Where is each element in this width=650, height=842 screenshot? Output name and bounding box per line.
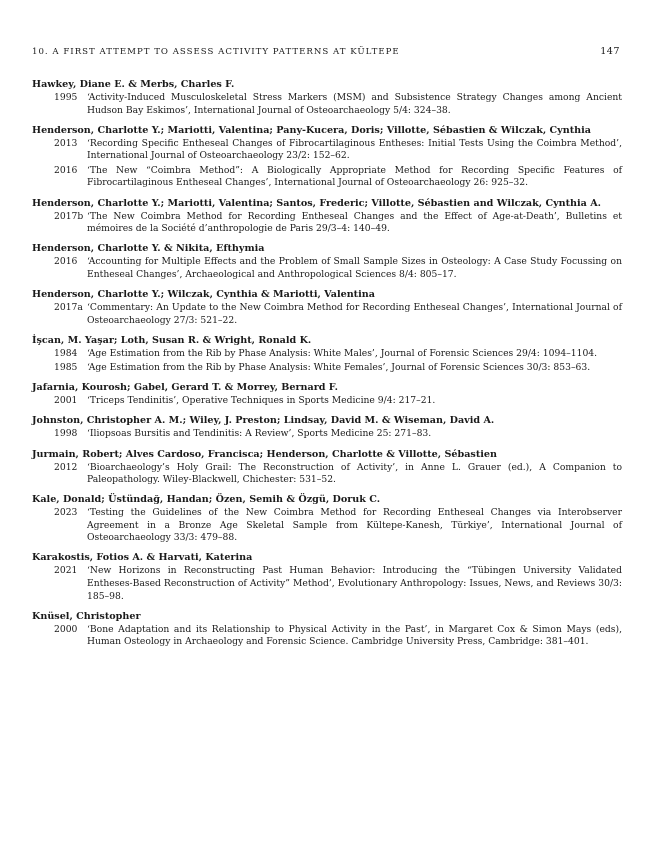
reference-item xyxy=(32,462,622,487)
reference-text: ‘New Horizons in Reconstructing Past Human Behavior: Introducing the “Tübingen University Validated Entheses-Based Reconstruction of Activity” Method’, Evolutionary Anthropology: Issues, News, and Reviews 30/3: 185–98. xyxy=(87,565,622,602)
reference-list xyxy=(32,78,622,655)
reference-entry xyxy=(32,610,622,649)
reference-item xyxy=(32,211,622,236)
reference-author: Kale, Donald; Üstündağ, Handan; Özen, Semih & Özgü, Doruk C. xyxy=(32,494,381,506)
reference-item xyxy=(32,362,622,375)
reference-year: 2017b xyxy=(54,210,84,222)
reference-text: ‘Iliopsoas Bursitis and Tendinitis: A Review’, Sports Medicine 25: 271–83. xyxy=(87,428,432,440)
reference-year: 2021 xyxy=(54,565,78,577)
reference-entry xyxy=(32,288,622,327)
reference-item xyxy=(32,302,622,327)
reference-author: Jurmain, Robert; Alves Cardoso, Francisca; Henderson, Charlotte & Villotte, Sébastien xyxy=(32,448,497,460)
reference-text: ‘Age Estimation from the Rib by Phase Analysis: White Males’, Journal of Forensic Sciences 29/4: 1094–1104. xyxy=(87,347,598,359)
reference-author: Hawkey, Diane E. & Merbs, Charles F. xyxy=(32,79,235,90)
reference-text: ‘The New Coimbra Method for Recording Entheseal Changes and the Effect of Age-at-Death’, Bulletins et mémoires de la Société d’anthropologie de Paris 29/3–4: 140–49. xyxy=(87,210,622,235)
reference-text: ‘Activity-Induced Musculoskeletal Stress Markers (MSM) and Subsistence Strategy Changes among Ancient Hudson Bay Eskimos’, International Journal of Osteoarchaeology 5/4: 324–38. xyxy=(87,92,622,116)
reference-author: İşcan, M. Yaşar; Loth, Susan R. & Wright, Ronald K. xyxy=(32,334,312,346)
reference-author: Henderson, Charlotte Y.; Mariotti, Valentina; Pany-Kucera, Doris; Villotte, Sébastien & Wilczak, Cynthia xyxy=(32,124,591,136)
reference-year: 2001 xyxy=(54,395,78,407)
reference-item xyxy=(32,92,622,117)
reference-author: Karakostis, Fotios A. & Harvati, Katerina xyxy=(32,552,253,564)
reference-entry xyxy=(32,493,622,545)
reference-year: 2013 xyxy=(54,137,78,149)
reference-text: ‘Age Estimation from the Rib by Phase Analysis: White Females’, Journal of Forensic Sciences 30/3: 853–63. xyxy=(87,362,591,374)
page-number: 147 xyxy=(600,46,620,57)
reference-text: ‘Bioarchaeology’s Holy Grail: The Reconstruction of Activity’, in Anne L. Grauer (ed.), A Companion to Paleopathology. Wiley-Blackwell, Chichester: 531–52. xyxy=(87,461,622,486)
reference-author: Jafarnia, Kourosh; Gabel, Gerard T. & Morrey, Bernard F. xyxy=(32,382,338,394)
reference-item xyxy=(32,428,622,441)
reference-item xyxy=(32,138,622,163)
running-title: 10. A FIRST ATTEMPT TO ASSESS ACTIVITY PATTERNS AT KÜLTEPE xyxy=(32,47,400,57)
reference-entry xyxy=(32,334,622,375)
reference-item xyxy=(32,624,622,649)
reference-entry xyxy=(32,197,622,236)
reference-year: 2000 xyxy=(54,623,78,635)
reference-item xyxy=(32,165,622,190)
reference-item xyxy=(32,507,622,545)
reference-author: Henderson, Charlotte Y. & Nikita, Efthymia xyxy=(32,243,265,255)
reference-text: ‘Recording Specific Entheseal Changes of Fibrocartilaginous Entheses: Initial Tests Using the Coimbra Method’, International Journal of Osteoarchaeology 23/2: 152–62. xyxy=(87,137,622,162)
reference-item xyxy=(32,565,622,603)
reference-item xyxy=(32,348,622,361)
reference-text: ‘Commentary: An Update to the New Coimbra Method for Recording Entheseal Changes’, International Journal of Osteoarchaeology 27/3: 521–22. xyxy=(87,301,622,326)
reference-entry xyxy=(32,124,622,190)
reference-author: Henderson, Charlotte Y.; Wilczak, Cynthia & Mariotti, Valentina xyxy=(32,288,375,300)
reference-author: Knüsel, Christopher xyxy=(32,610,141,622)
reference-text: ‘Bone Adaptation and its Relationship to Physical Activity in the Past’, in Margaret Cox & Simon Mays (eds), Human Osteology in Archaeology and Forensic Science. Cambridge University Press, Cambridge: 381–401. xyxy=(87,623,622,648)
reference-entry xyxy=(32,381,622,408)
reference-year: 2012 xyxy=(54,461,78,473)
reference-year: 1984 xyxy=(54,347,78,359)
reference-entry xyxy=(32,78,622,117)
reference-entry xyxy=(32,448,622,487)
reference-year: 1995 xyxy=(54,92,78,103)
reference-year: 2017a xyxy=(54,301,83,313)
running-head xyxy=(32,45,620,59)
reference-author: Johnston, Christopher A. M.; Wiley, J. Preston; Lindsay, David M. & Wiseman, David A. xyxy=(32,415,495,427)
reference-item xyxy=(32,395,622,408)
reference-text: ‘The New “Coimbra Method”: A Biologically Appropriate Method for Recording Specific Features of Fibrocartilaginous Entheseal Changes’, International Journal of Osteoarchaeology 26: 925–32. xyxy=(87,164,622,189)
reference-year: 1998 xyxy=(54,428,78,440)
reference-text: ‘Accounting for Multiple Effects and the Problem of Small Sample Sizes in Osteology: A Case Study Focussing on Entheseal Changes’, Archaeological and Anthropological Sciences 8/4: 805–17. xyxy=(87,256,622,280)
reference-item xyxy=(32,256,622,281)
reference-entry xyxy=(32,414,622,441)
reference-year: 2016 xyxy=(54,164,78,176)
reference-text: ‘Triceps Tendinitis’, Operative Techniques in Sports Medicine 9/4: 217–21. xyxy=(87,395,436,407)
reference-author: Henderson, Charlotte Y.; Mariotti, Valentina; Santos, Frederic; Villotte, Sébastien and Wilczak, Cynthia A. xyxy=(32,197,602,209)
reference-entry xyxy=(32,551,622,603)
reference-text: ‘Testing the Guidelines of the New Coimbra Method for Recording Entheseal Changes via Interobserver Agreement in a Bronze Age Skeletal Sample from Kültepe-Kanesh, Türkiye’, International Journal of Osteoarchaeology 33/3: 479–88. xyxy=(87,507,622,544)
reference-entry xyxy=(32,242,622,281)
reference-year: 2016 xyxy=(54,256,78,268)
reference-year: 1985 xyxy=(54,362,78,374)
reference-year: 2023 xyxy=(54,507,78,519)
